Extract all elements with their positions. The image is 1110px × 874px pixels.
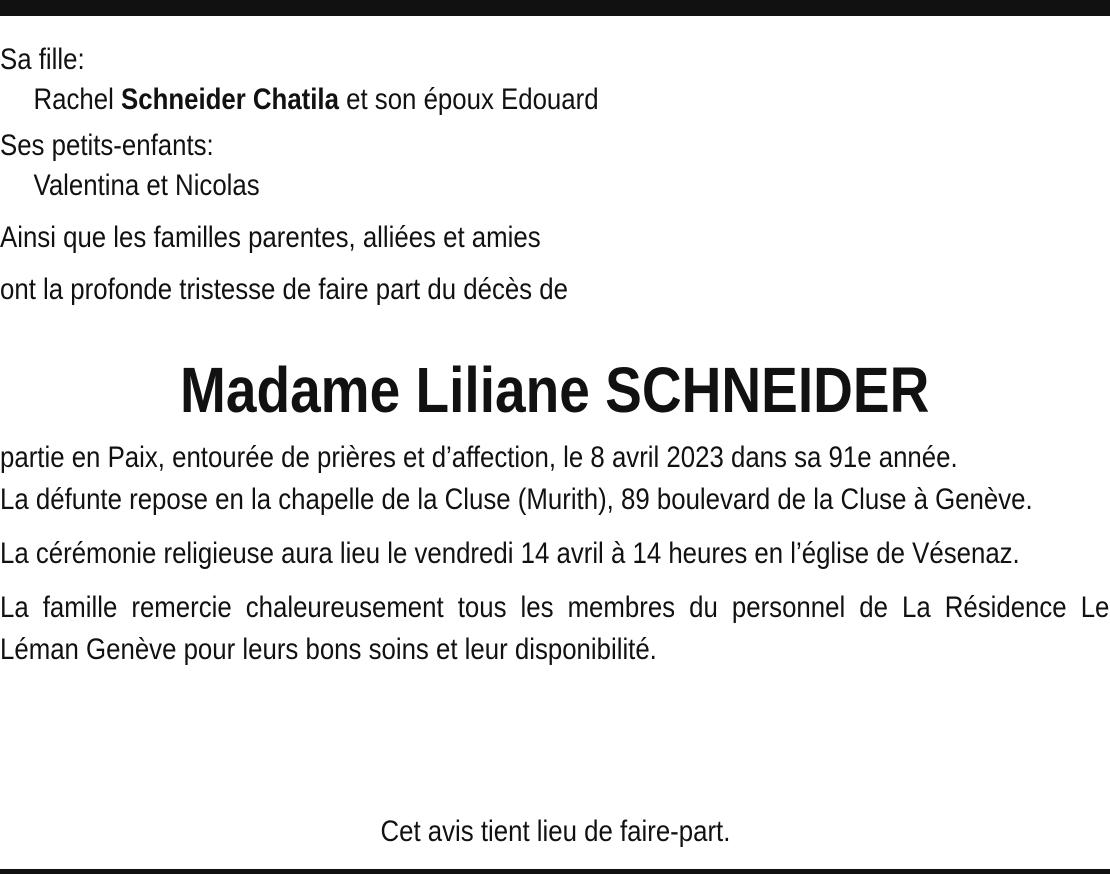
bottom-border-rule	[0, 869, 1110, 874]
daughter-suffix: et son époux Edouard	[338, 83, 599, 116]
grandchildren-names: Valentina et Nicolas	[33, 169, 260, 202]
details-section	[0, 437, 1109, 671]
top-border-rule	[0, 0, 1110, 16]
thanks-paragraph: La famille remercie chaleureusement tous les membres du personnel de La Résidence Le Léman Genève pour leurs bons soins et leur disponibilité.	[0, 591, 1110, 666]
deceased-name-block	[0, 350, 1110, 430]
daughter-name: Schneider Chatila	[121, 83, 339, 116]
grandchildren-heading: Ses petits-enfants:	[0, 129, 214, 162]
daughter-heading: Sa fille:	[0, 43, 85, 76]
passing-paragraph: partie en Paix, entourée de prières et d’affection, le 8 avril 2023 dans sa 91e année.	[0, 441, 958, 474]
announcement-line: ont la profonde tristesse de faire part du décès de	[0, 273, 568, 306]
families-line: Ainsi que les familles parentes, alliées et amies	[0, 221, 541, 254]
deceased-name: Madame Liliane SCHNEIDER	[180, 354, 930, 426]
closing-text: Cet avis tient lieu de faire-part.	[380, 815, 730, 848]
ceremony-paragraph: La cérémonie religieuse aura lieu le vendredi 14 avril à 14 heures en l’église de Vésenaz.	[0, 537, 1020, 570]
daughter-line	[0, 80, 955, 120]
repose-paragraph: La défunte repose en la chapelle de la Cluse (Murith), 89 boulevard de la Cluse à Genève.	[0, 483, 1033, 516]
daughter-prefix: Rachel	[33, 83, 122, 116]
closing-line	[0, 812, 1110, 852]
family-section	[0, 40, 955, 310]
